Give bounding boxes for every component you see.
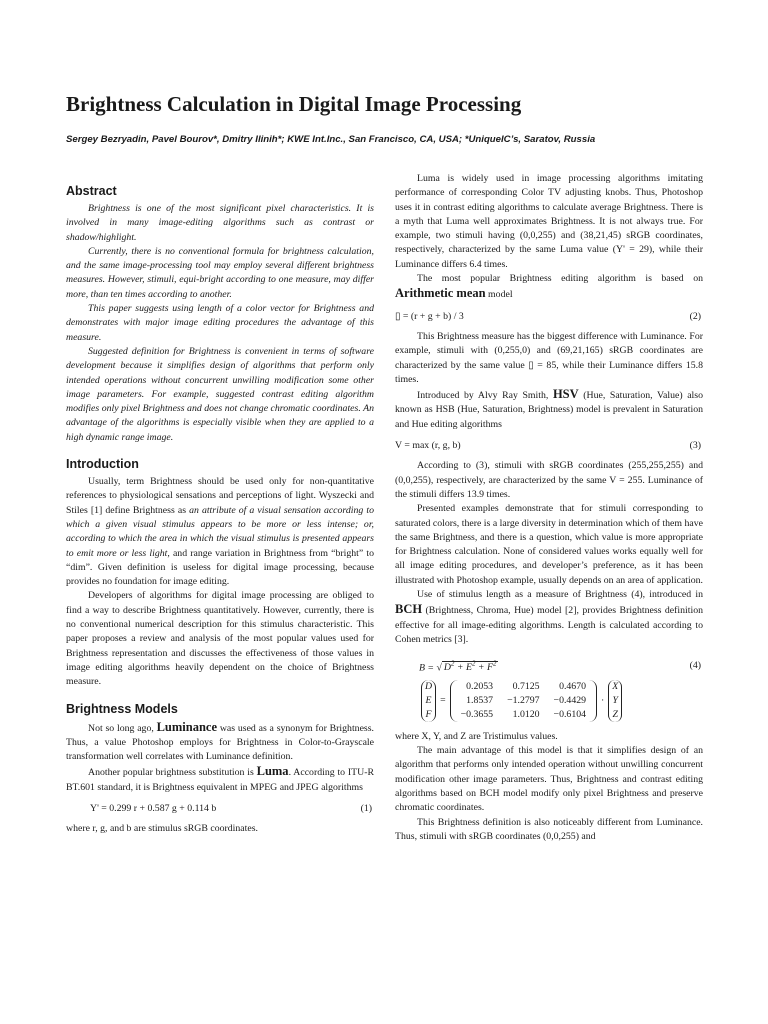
intro-paragraph: Developers of algorithms for digital image processing are obliged to find a way to describe Brightness quantitatively. However, currently, there is no conventional numerical description for this stimulus characteristic. This paper proposes a review and analysis of the most popular values used for Brightness representation and discusses the effectiveness of those values in image editing algorithms heavily dependent on the choice of Brightness measure. <box>66 590 374 688</box>
abstract-paragraph: Brightness is one of the most significant pixel characteristics. It is involved in many image-editing algorithms such as contrast or shadow/highlight. <box>66 203 374 243</box>
body-paragraph <box>395 387 703 432</box>
models-paragraph <box>66 764 374 795</box>
text-run: (Brightness, Chroma, Hue) model [2], provides Brightness definition effective for all image-editing algorithms. Length is calculated according to Cohen metrics [3]. <box>395 605 703 645</box>
matrix-cell: −0.4429 <box>553 694 587 706</box>
body-paragraph: According to (3), stimuli with sRGB coordinates (255,255,255) and (0,0,255), respectively, are characterized by the same V = 255. Luminance of the stimuli differs 13.9 times. <box>395 460 703 500</box>
equation-2 <box>395 310 703 324</box>
exponent: 2 <box>471 660 476 669</box>
term-arithmetic-mean: Arithmetic mean <box>395 286 486 301</box>
exponent: 2 <box>492 660 497 669</box>
equation-text: Y' = 0.299 r + 0.587 g + 0.114 b <box>90 802 217 814</box>
vector-right <box>608 680 622 722</box>
multiply-dot: · <box>601 694 605 706</box>
body-paragraph: This Brightness measure has the biggest difference with Luminance. For example, stimuli with (0,255,0) and (69,21,165) sRGB coordinates are characterized by the same value ▯ = 85, while their Luminance differs 15.8 times. <box>395 330 703 385</box>
coefficient-matrix <box>450 680 597 722</box>
term-luminance: Luminance <box>156 719 218 734</box>
abstract-paragraph: Suggested definition for Brightness is convenient in terms of software development because it simplifies design of algorithms that perform only intended operations without concurrent unwilling modification some other image parameters. For example, suggested contrast editing algorithm modifies only pixel Brightness and does not change chromatic coordinates. An advantage of the algorithms is especially visible when they are applied to a high dynamic range image. <box>66 345 374 443</box>
equation-b <box>419 657 498 676</box>
matrix-cell: −0.3655 <box>460 708 494 720</box>
term-luma: Luma <box>256 764 289 779</box>
abstract-paragraph: This paper suggests using length of a color vector for Brightness and demonstrates with major image editing procedures the advantage of this measure. <box>66 303 374 343</box>
body-paragraph: This Brightness definition is also noticeably different from Luminance. Thus, stimuli with sRGB coordinates (0,0,255) and <box>395 816 703 842</box>
equation-3 <box>395 439 703 453</box>
matrix-cell: 0.4670 <box>559 680 587 692</box>
matrix-row <box>454 680 593 694</box>
text-run: Not so long ago, <box>88 722 157 734</box>
exponent: 2 <box>450 660 455 669</box>
matrix-row <box>454 708 593 722</box>
body-paragraph: Luma is widely used in image processing algorithms imitating performance of corresponding Color TV adjusting knobs. Thus, Photoshop uses it in contrast editing algorithms to calculate average Brightness. There is a myth that Luma well approximates Brightness. It is not always true. For example, two stimuli having (0,0,255) and (38,21,45) sRGB coordinates, respectively, characterized by the same Luma value (Y' = 29), while their Luminance differs 6.4 times. <box>395 173 703 270</box>
abstract-heading: Abstract <box>66 184 117 198</box>
vector-entry: X <box>612 680 619 692</box>
text-run: model <box>485 289 513 301</box>
left-column <box>66 172 374 837</box>
vector-left <box>421 680 436 722</box>
author-line: Sergey Bezryadin, Pavel Bourov*, Dmitry Ilinih*; KWE Int.Inc., San Francisco, CA, USA; *UniqueIC’s, Saratov, Russia <box>66 134 596 145</box>
matrix-equation <box>421 680 703 722</box>
text-run: , and range variation in Brightness from “bright” to “dim”. Given definition is useless for digital image processing, because provides no foundation for image editing. <box>66 547 374 588</box>
equals-sign: = <box>440 694 446 706</box>
vector-entry: D <box>425 680 433 692</box>
text-run: Introduced by Alvy Ray Smith, <box>417 390 553 402</box>
matrix-cell: 1.0120 <box>512 708 540 720</box>
term-d: D <box>443 662 451 674</box>
equation-text: V = max (r, g, b) <box>395 440 461 452</box>
body-paragraph <box>395 272 703 303</box>
brightness-models-section <box>66 702 374 837</box>
vector-entry: E <box>425 694 432 706</box>
eq-lhs: B = <box>419 662 435 674</box>
body-paragraph: where X, Y, and Z are Tristimulus values. <box>395 730 558 742</box>
text-run: was used as a synonym for Brightness. Thus, a value Photoshop employs for Brightness in Color-to-Grayscale transformation well correlates with Luminance definition. <box>66 722 374 763</box>
matrix-cell: −0.6104 <box>553 708 587 720</box>
models-paragraph <box>66 720 374 765</box>
vector-entry: Z <box>612 708 618 720</box>
vector-entry: F <box>425 708 432 720</box>
body-paragraph <box>395 588 703 647</box>
term-hsv: HSV <box>552 387 579 402</box>
sqrt-sign: √ <box>436 662 442 674</box>
equation-4 <box>395 657 703 676</box>
text-run: (Hue, Saturation, Value) also known as HSB (Hue, Saturation, Brightness) model is prevalent in Saturation and Hue editing algorithms <box>395 390 703 430</box>
matrix-cell: 0.2053 <box>466 680 494 692</box>
right-column <box>395 172 703 844</box>
equation-text: ▯ = (r + g + b) / 3 <box>395 310 464 322</box>
equation-number: (3) <box>689 440 701 452</box>
intro-paragraph <box>66 475 374 589</box>
term-f: + F <box>475 662 493 674</box>
models-heading: Brightness Models <box>66 701 178 716</box>
text-run: Another popular brightness substitution is <box>88 767 257 779</box>
text-run: Usually, term Brightness should be used only for non-quantitative references to physiological sensations and perceptions of light. Wyszecki and Stiles [1] define Brightness as <box>66 476 374 516</box>
matrix-cell: 0.7125 <box>512 680 540 692</box>
introduction-section <box>66 457 374 689</box>
matrix-row <box>454 694 593 708</box>
abstract-paragraph: Currently, there is no conventional formula for brightness calculation, and the same image-processing tool may employ several different brightness measures. However, stimuli, equi-bright according to one measure, may differ more, than ten times according to another. <box>66 245 374 300</box>
body-paragraph: The main advantage of this model is that it simplifies design of an algorithm that performs only intended operation without unwilling concurrent modification other image parameters. Thus, Brightness and contrast editing algorithms based on BCH model modify only pixel Brightness and preserve chromatic coordinates. <box>395 745 703 814</box>
text-run: The most popular Brightness editing algorithm is based on <box>417 273 703 285</box>
radicand <box>442 661 499 673</box>
equation-number: (1) <box>360 802 372 814</box>
text-run: . According to ITU-R BT.601 standard, it is Brightness equivalent in MPEG and JPEG algorithms <box>66 767 374 793</box>
term-bch: BCH <box>395 602 423 617</box>
models-paragraph: where r, g, and b are stimulus sRGB coordinates. <box>66 823 258 835</box>
matrix-table <box>454 680 593 722</box>
equation-number: (2) <box>689 310 701 322</box>
equation-1 <box>66 802 374 816</box>
definition-quote: an attribute of a visual sensation according to which a given visual stimulus appears to be more or less intense; or, according to which the area in which the visual stimulus is presented appears to emit more or less light <box>66 504 374 559</box>
abstract-section <box>66 184 374 445</box>
body-paragraph: Presented examples demonstrate that for stimuli corresponding to saturated colors, there is a large diversity in determination which of them have the same Brightness, and there is a question, which value is more appropriate for Brightness calculation. None of considered values works equally well for all image editing procedures, and developer’s preference, as it has been illustrated with Photoshop example, usually depends on an area of application. <box>395 503 703 586</box>
introduction-heading: Introduction <box>66 457 139 472</box>
equation-number: (4) <box>689 660 701 672</box>
vector-entry: Y <box>612 694 618 706</box>
text-run: Use of stimulus length as a measure of Brightness (4), introduced in <box>417 589 703 601</box>
paper-title: Brightness Calculation in Digital Image Processing <box>66 92 522 116</box>
matrix-cell: 1.8537 <box>466 694 494 706</box>
term-e: + E <box>454 662 472 674</box>
matrix-cell: −1.2797 <box>507 694 540 706</box>
